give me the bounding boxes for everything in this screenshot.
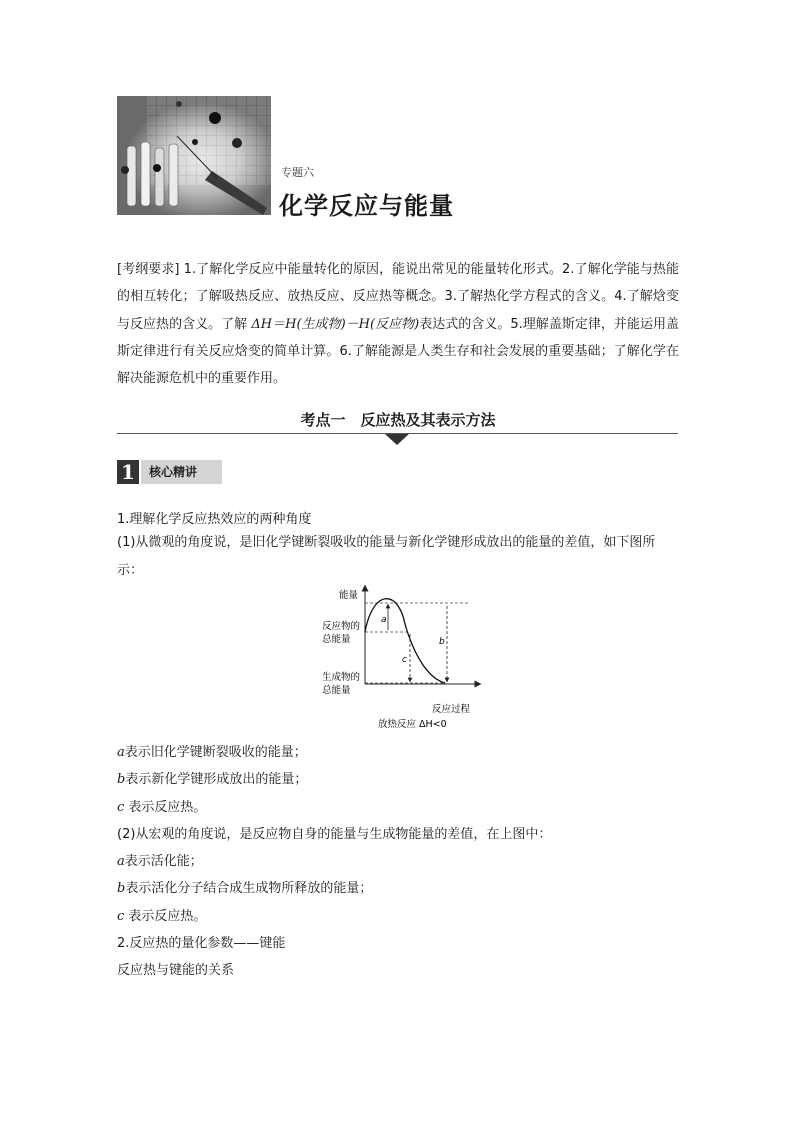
- requirements-tag: [考纲要求]: [117, 262, 180, 277]
- micro-item-b-text: 表示新化学键形成放出的能量；: [125, 772, 308, 787]
- macro-item-b-text: 表示活化分子结合成生成物所释放的能量；: [125, 881, 373, 896]
- micro-item-c: [117, 796, 206, 815]
- macro-item-b: [117, 877, 372, 896]
- requirements-text-before: 1.了解化学反应中能量转化的原因，能说出常见的能量转化形式。2.了解化学能与热能的相互转化；了解吸热反应、放热反应、反应热等概念。3.了解热化学方程式的含义。4.了解焓变与反应热的含义。了解: [117, 262, 679, 332]
- arrow-c-label: c: [402, 655, 407, 665]
- point1-title: 1.理解化学反应热效应的两种角度: [117, 512, 312, 527]
- arrow-b-label: b: [439, 637, 445, 647]
- reactant-label-1: 反应物的: [322, 621, 361, 632]
- subsection-badge: [117, 460, 222, 484]
- subsection-number: 1: [117, 460, 139, 484]
- micro-item-c-text: 表示反应热。: [124, 800, 207, 815]
- reactant-label-2: 总能量: [322, 634, 351, 645]
- product-label-2: 总能量: [322, 685, 351, 696]
- micro-item-b-var: b: [117, 772, 126, 787]
- enthalpy-formula: ΔH＝H(生成物)－H(反应物): [251, 316, 420, 332]
- section-triangle-marker: [385, 434, 409, 445]
- macro-item-a-var: a: [117, 854, 125, 869]
- cover-image: [117, 96, 271, 215]
- micro-item-b: [117, 768, 307, 787]
- syllabus-requirements: [117, 256, 679, 392]
- macro-item-a: [117, 850, 203, 869]
- point2-subtitle: 反应热与键能的关系: [117, 963, 235, 978]
- chapter-label: 专题六: [281, 166, 314, 179]
- requirements-text-after: 表达式的含义。5.理解盖斯定律，并能运用盖斯定律进行有关反应焓变的简单计算。6.了解能源是人类生存和社会发展的重要基础；了解化学在解决能源危机中的重要作用。: [117, 316, 679, 387]
- chapter-title: 化学反应与能量: [279, 192, 454, 220]
- arrow-a-label: a: [381, 615, 387, 625]
- macro-item-c-var: c: [117, 909, 125, 924]
- micro-item-c-var: c: [117, 800, 125, 815]
- diagram-caption: 放热反应 ΔH<0: [378, 719, 447, 730]
- point1-macro-paragraph: (2)从宏观的角度说，是反应物自身的能量与生成物能量的差值，在上图中：: [117, 827, 552, 842]
- y-axis-label: 能量: [339, 590, 359, 601]
- micro-item-a-text: 表示旧化学键断裂吸收的能量；: [124, 745, 307, 760]
- macro-item-c: [117, 905, 206, 924]
- point2-title: 2.反应热的量化参数——键能: [117, 936, 286, 951]
- point1-micro-paragraph: (1)从微观的角度说，是旧化学键断裂吸收的能量与新化学键形成放出的能量的差值，如下图所示：: [117, 535, 656, 578]
- macro-item-b-var: b: [117, 881, 126, 896]
- product-label-1: 生成物的: [322, 672, 361, 683]
- micro-item-a: [117, 741, 307, 760]
- energy-diagram: [300, 584, 490, 734]
- macro-item-a-text: 表示活化能；: [124, 854, 203, 869]
- energy-curve: [365, 599, 445, 683]
- section-heading: 考点一 反应热及其表示方法: [300, 411, 496, 429]
- macro-item-c-text: 表示反应热。: [124, 909, 207, 924]
- subsection-label: 核心精讲: [141, 460, 222, 484]
- x-axis-label: 反应过程: [432, 704, 471, 715]
- micro-item-a-var: a: [117, 745, 125, 760]
